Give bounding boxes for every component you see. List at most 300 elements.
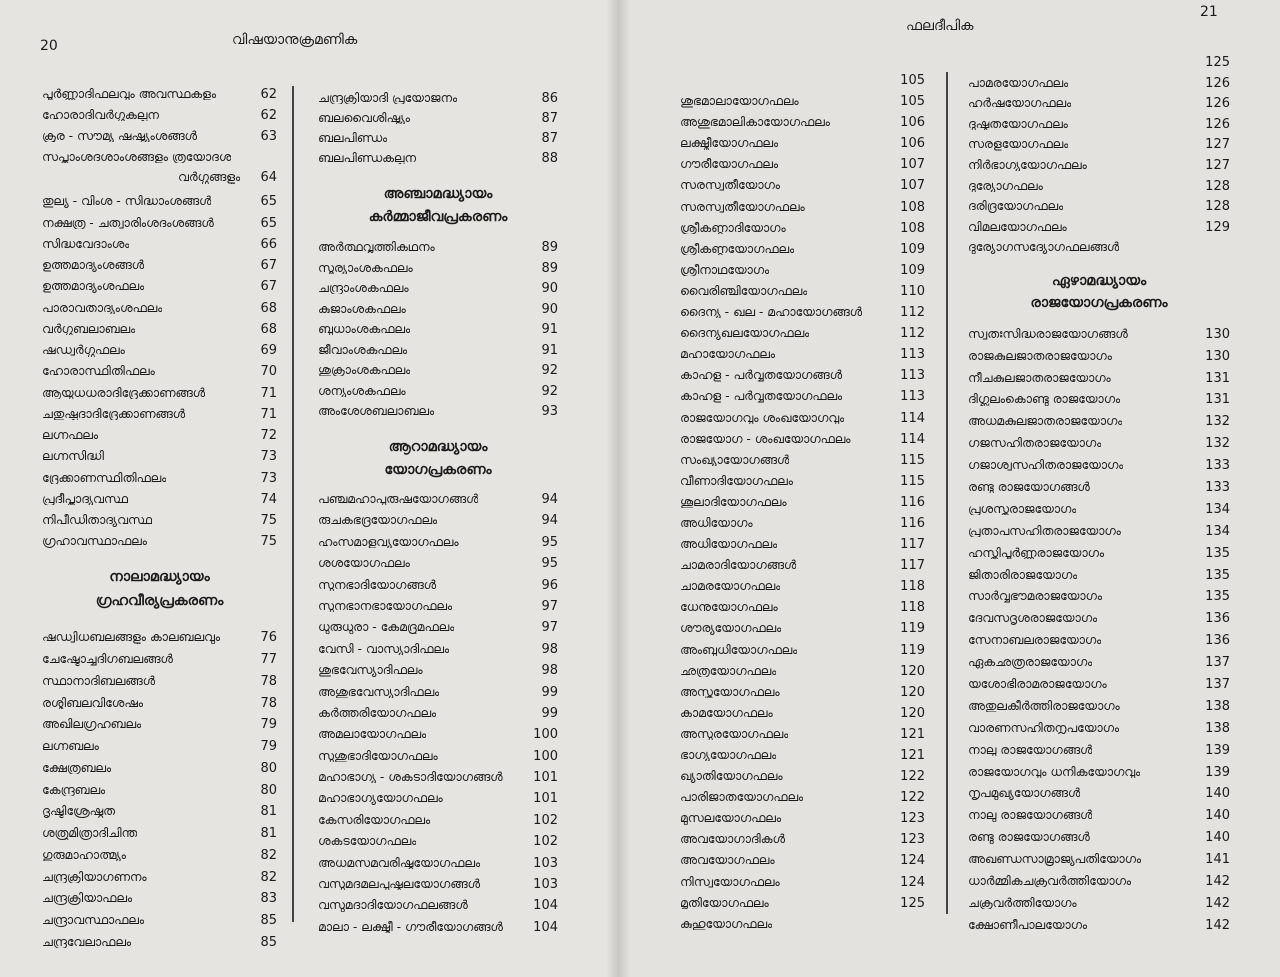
column-divider (946, 72, 948, 914)
toc-entry-title: സപ്താംശദശാംശങ്ങളും ത്രയോദശ (42, 151, 232, 164)
toc-entry-title: മാലാ - ലക്ഷ്മീ - ഗൗരീയോഗങ്ങൾ (318, 920, 503, 934)
toc-entry (42, 217, 277, 230)
toc-entry-page: 133 (1205, 479, 1230, 495)
toc-entry-page: 95 (541, 556, 558, 572)
toc-entry-page: 85 (260, 934, 277, 950)
chapter-title: നാലാമദ്ധ്യായം (109, 569, 210, 586)
toc-entry (968, 766, 1230, 779)
toc-entry (680, 665, 925, 678)
toc-entry (680, 854, 925, 867)
toc-entry-title: ഗുരുമാഹാത്മ്യം (42, 848, 126, 862)
toc-entry-page: 120 (900, 663, 925, 679)
toc-entry (318, 814, 558, 827)
toc-entry (680, 833, 925, 846)
toc-entry-page: 136 (1205, 633, 1230, 649)
toc-entry (680, 517, 925, 530)
toc-entry-title: ഹംസമാളവ്യയോഗഫലം (318, 535, 459, 549)
toc-entry (318, 493, 558, 506)
toc-entry-page: 88 (541, 151, 558, 166)
toc-entry-page: 128 (1205, 199, 1230, 215)
toc-entry-page: 106 (900, 115, 925, 131)
toc-entry-title: കുജാംശകഫലം (318, 302, 406, 315)
toc-entry-page: 115 (900, 473, 925, 489)
toc-entry (318, 262, 558, 275)
toc-entry-page: 93 (541, 404, 558, 419)
toc-entry-page: 73 (260, 449, 277, 465)
toc-entry-title: ദിഗ്ബലംകൊണ്ടു രാജയോഗം (968, 393, 1121, 406)
toc-entry-page: 103 (533, 855, 558, 871)
toc-entry (680, 707, 925, 720)
toc-entry-page: 78 (260, 673, 277, 689)
toc-entry-page: 138 (1205, 698, 1230, 714)
toc-entry-title: കേന്ദ്രബലം (42, 783, 106, 797)
toc-entry (318, 600, 558, 613)
toc-entry-title: അധിയോഗം (680, 516, 753, 530)
toc-entry (680, 412, 925, 425)
toc-entry-title: കാമയോഗഫലം (680, 706, 773, 720)
entry-list (318, 493, 558, 934)
toc-entry-title: മുസലയോഗഫലം (680, 812, 782, 825)
toc-entry (680, 622, 925, 635)
toc-entry-page: 80 (260, 782, 277, 798)
toc-entry (968, 787, 1230, 800)
toc-entry (318, 750, 558, 763)
toc-entry (318, 686, 558, 699)
running-header-left: വിഷയാനുക്രമണിക (232, 32, 358, 48)
toc-entry-page: 140 (1205, 786, 1230, 802)
toc-entry-title: ശകടയോഗഫലം (318, 835, 417, 848)
toc-entry-title: സംഖ്യായോഗങ്ങൾ (680, 453, 790, 467)
toc-entry (318, 792, 558, 805)
toc-entry-title: ദൈന്യഖലയോഗഫലം (680, 327, 810, 340)
toc-entry-title: ഖ്യാതിയോഗഫലം (680, 770, 783, 783)
toc-entry-page: 125 (1205, 55, 1230, 70)
toc-entry-title: അസുരയോഗഫലം (680, 727, 789, 741)
toc-entry-title: നീചകുലജാതരാജയോഗം (968, 371, 1111, 384)
toc-entry-title: ശൂലാദിയോഗഫലം (680, 495, 787, 509)
toc-entry (968, 118, 1230, 131)
toc-entry-page: 116 (900, 515, 925, 531)
toc-entry-title: രുചകഭദ്രയോഗഫലം (318, 514, 438, 527)
toc-entry (42, 365, 277, 378)
toc-entry-title: പ്രദീപ്താദ്യവസ്ഥ (42, 492, 128, 506)
toc-entry (680, 369, 925, 382)
toc-entry-page: 139 (1205, 742, 1230, 758)
toc-entry (42, 762, 277, 775)
toc-entry-title: നൃപമുഖ്യയോഗങ്ങൾ (968, 787, 1081, 800)
left-page (0, 0, 620, 977)
toc-entry-page: 118 (900, 600, 925, 616)
toc-entry-title: സുശുഭാദിയോഗഫലം (318, 749, 438, 763)
toc-entry (680, 728, 925, 741)
toc-entry-page: 121 (900, 748, 925, 763)
toc-entry-title: ശുഭമാലായോഗഫലം (680, 95, 799, 108)
toc-entry-page: 87 (541, 131, 558, 146)
toc-entry (680, 601, 925, 614)
toc-entry-page: 107 (900, 157, 925, 173)
toc-entry-title: ബലപിണ്ഡകല്പന (318, 152, 417, 165)
toc-entry-page: 109 (900, 241, 925, 257)
toc-entry (318, 92, 558, 105)
toc-entry (680, 179, 925, 192)
right-col-2 (968, 56, 1230, 932)
toc-entry-title: നാലു രാജയോഗങ്ങൾ (968, 743, 1093, 757)
toc-entry (318, 344, 558, 357)
toc-entry-page: 98 (541, 641, 558, 657)
toc-entry-title: ധുരുധുരാ - കേമദ്രുമഫലം (318, 621, 455, 634)
toc-entry-title: പാരാവതാദ്യംശഫലം (42, 301, 163, 315)
toc-entry (968, 744, 1230, 757)
toc-entry-page: 134 (1205, 523, 1230, 539)
toc-entry-title: ക്ഷോണീപാലയോഗം (968, 918, 1088, 932)
toc-entry-page: 82 (260, 869, 277, 885)
toc-entry (968, 56, 1230, 69)
toc-entry-title: അവയോഗാദികൾ (680, 833, 785, 846)
toc-entry-page: 140 (1205, 808, 1230, 824)
toc-entry (42, 827, 277, 840)
toc-entry-page: 62 (260, 108, 277, 123)
toc-entry-page: 104 (533, 898, 558, 914)
toc-entry (42, 892, 277, 905)
toc-entry-title: ദേവസദൃശരാജയോഗം (968, 612, 1098, 625)
chapter-subtitle: ഗ്രഹവീര്യപ്രകരണം (95, 592, 224, 609)
toc-entry-page: 130 (1205, 348, 1230, 364)
toc-entry-title: നാലു രാജയോഗങ്ങൾ (968, 809, 1093, 822)
toc-entry-title: സ്വതഃസിദ്ധരാജയോഗങ്ങൾ (968, 327, 1128, 341)
toc-entry (680, 475, 925, 488)
toc-entry (318, 557, 558, 570)
toc-entry-page: 132 (1205, 436, 1230, 452)
toc-entry-page: 102 (533, 834, 558, 850)
toc-entry (680, 749, 925, 762)
entry-list (968, 328, 1230, 932)
toc-entry-title: വീണാദിയോഗഫലം (680, 474, 793, 488)
toc-entry-title: സേനാബലരാജയോഗം (968, 634, 1102, 647)
toc-entry-page: 137 (1205, 655, 1230, 671)
toc-entry (968, 459, 1230, 472)
toc-entry-title: ലഗ്നഫലം (42, 429, 99, 442)
toc-entry (42, 109, 277, 122)
toc-entry-page: 81 (260, 804, 277, 820)
toc-entry-page: 117 (900, 537, 925, 553)
toc-entry-page: 67 (260, 258, 277, 274)
toc-entry (318, 643, 558, 656)
toc-entry (318, 385, 558, 398)
toc-entry-page: 97 (541, 620, 558, 636)
toc-entry-title: അതുലകീർത്തിരാജയോഗം (968, 699, 1120, 713)
toc-entry (680, 770, 925, 783)
toc-entry-title: ഷഡ്വർഗ്ഗഫലം (42, 344, 125, 357)
toc-entry (680, 496, 925, 509)
toc-entry-title: ശ്രീകണ്ഠാദിയോഗം (680, 221, 786, 235)
toc-entry (680, 264, 925, 277)
toc-entry (318, 536, 558, 549)
toc-entry (42, 429, 277, 442)
toc-entry-title: ദൃഷ്ടിശ്രേഷ്ഠത (42, 805, 115, 818)
toc-entry-title: ഉത്തമാദ്യംശഫലം (42, 280, 145, 293)
toc-entry-title: അംബുധിയോഗഫലം (680, 643, 798, 656)
toc-entry (968, 831, 1230, 844)
toc-entry (318, 771, 558, 784)
toc-entry-title: ജീവാംശകഫലം (318, 343, 408, 356)
toc-entry (318, 152, 558, 165)
toc-entry-title: ചന്ദ്രക്രിയാഗണനം (42, 870, 147, 884)
toc-entry-page: 137 (1205, 677, 1230, 692)
toc-entry-title: രശ്മിബലവിശേഷം (42, 696, 144, 710)
toc-entry-page: 96 (541, 577, 558, 593)
toc-entry-title: ഹോരാസ്ഥിതിഫലം (42, 365, 155, 378)
toc-entry (680, 454, 925, 467)
toc-entry-page: 135 (1205, 545, 1230, 561)
toc-entry-page: 95 (541, 534, 558, 550)
toc-entry-page: 71 (260, 385, 277, 401)
toc-entry (680, 876, 925, 889)
toc-entry-page: 116 (900, 494, 925, 510)
toc-entry-title: മഹായോഗഫലം (680, 348, 776, 361)
toc-entry-title: കാഹള - പർവ്വതയോഗഫലം (680, 390, 843, 403)
toc-entry-page: 103 (533, 877, 558, 893)
toc-entry-title: ചക്രവർത്തിയോഗം (968, 896, 1077, 910)
toc-entry-page: 113 (900, 389, 925, 405)
toc-entry (680, 95, 925, 108)
toc-entry-page: 68 (260, 300, 277, 316)
toc-entry (968, 722, 1230, 735)
toc-entry (42, 195, 277, 208)
toc-entry (680, 158, 925, 171)
toc-entry-title: ചന്ദ്രക്രിയാദി പ്രയോജനം (318, 92, 458, 105)
toc-entry-page: 101 (533, 770, 558, 786)
toc-entry (968, 919, 1230, 932)
toc-entry (968, 393, 1230, 406)
toc-entry-page: 123 (900, 811, 925, 827)
toc-entry (968, 612, 1230, 625)
toc-entry-title: സുനഭാദിയോഗങ്ങൾ (318, 578, 437, 591)
toc-entry-page: 126 (1205, 75, 1230, 91)
entry-list (968, 56, 1230, 254)
toc-entry (968, 590, 1230, 603)
toc-entry (42, 535, 277, 548)
toc-entry-page: 139 (1205, 764, 1230, 780)
toc-entry (680, 433, 925, 446)
toc-entry-title: ധാർമ്മികചക്രവർത്തിയോഗം (968, 875, 1132, 888)
toc-entry-title: നിപീഡിതാദ്യവസ്ഥ (42, 514, 152, 527)
toc-entry (42, 387, 277, 400)
toc-entry (680, 348, 925, 361)
toc-entry-page: 112 (900, 305, 925, 321)
toc-entry (42, 344, 277, 357)
toc-entry (318, 878, 558, 891)
toc-entry-title: ധേനുയോഗഫലം (680, 601, 778, 614)
toc-entry-page: 85 (260, 913, 277, 929)
toc-entry-title: അശുഭവേസ്യാദിഫലം (318, 685, 440, 698)
toc-entry-title: ലഗ്നസിദ്ധി (42, 450, 104, 463)
chapter-subtitle: കർമ്മാജീവപ്രകരണം (368, 208, 508, 225)
toc-entry-title: ചന്ദ്രക്രിയാഫലം (42, 892, 133, 905)
toc-entry-page: 79 (260, 739, 277, 755)
toc-entry (968, 221, 1230, 234)
toc-entry (680, 137, 925, 150)
toc-entry-page: 99 (541, 684, 558, 700)
toc-entry-page: 131 (1205, 370, 1230, 386)
toc-entry-page: 114 (900, 410, 925, 426)
toc-entry-title: നിസ്വയോഗഫലം (680, 875, 780, 888)
toc-entry-page: 75 (260, 534, 277, 550)
toc-entry-title: ബലപിണ്ഡം (318, 132, 388, 145)
toc-entry-page: 89 (541, 260, 558, 276)
toc-entry (318, 579, 558, 592)
toc-entry-page: 100 (533, 727, 558, 743)
toc-entry (318, 835, 558, 848)
toc-entry-page: 83 (260, 891, 277, 907)
toc-entry-page: 127 (1205, 137, 1230, 153)
toc-entry (318, 857, 558, 870)
toc-entry-page: 124 (900, 874, 925, 890)
toc-entry (680, 327, 925, 340)
toc-entry (318, 241, 558, 254)
toc-entry-title: മഹാഭാഗ്യ - ശകടാദിയോഗങ്ങൾ (318, 771, 503, 784)
toc-entry (968, 328, 1230, 341)
toc-entry-title: ദൈന്യ - ഖല - മഹായോഗങ്ങൾ (680, 306, 863, 319)
toc-entry-title: സ്ഥാനാദിബലങ്ങൾ (42, 674, 156, 688)
toc-entry-page: 126 (1205, 96, 1230, 112)
toc-entry (42, 849, 277, 862)
toc-entry-title: വർഗ്ഗബലാബലം (42, 322, 136, 336)
toc-entry-page: 129 (1205, 219, 1230, 235)
toc-entry-title: പൂർണ്ണാദിഫലവും അവസ്ഥകളും (42, 88, 217, 101)
toc-entry-page: 101 (533, 791, 558, 807)
entry-list (42, 631, 277, 949)
entry-list (318, 241, 558, 418)
toc-entry (42, 493, 277, 506)
toc-entry-title: പഞ്ചമഹാപുരുഷയോഗങ്ങൾ (318, 493, 479, 506)
toc-entry-page: 131 (1205, 392, 1230, 408)
toc-entry (968, 159, 1230, 172)
toc-entry-title: ഭാഗ്യയോഗഫലം (680, 749, 777, 762)
toc-entry-page: 142 (1205, 874, 1230, 890)
toc-entry (680, 201, 925, 214)
toc-entry-page: 91 (541, 342, 558, 358)
toc-entry-title: ചേഷ്ടോച്ചദിഗബലങ്ങൾ (42, 653, 173, 666)
toc-entry (42, 171, 277, 184)
toc-entry (42, 514, 277, 527)
toc-entry-title: സൂര്യാംശകഫലം (318, 261, 413, 274)
toc-entry-title: സിദ്ധവേദാംശം (42, 237, 130, 251)
toc-entry-title: ഹോരാദിവർഗ്ഗകല്പന (42, 109, 159, 122)
entry-list (680, 74, 925, 930)
toc-entry (968, 200, 1230, 213)
toc-entry (968, 700, 1230, 713)
page-number-left: 20 (40, 38, 58, 54)
toc-entry (42, 302, 277, 315)
toc-entry-title: ദുര്യോഗഫലം (968, 179, 1043, 192)
left-col-1 (42, 88, 277, 949)
toc-entry-page: 92 (541, 363, 558, 378)
toc-entry (42, 130, 277, 143)
toc-entry-title: അശുഭമാലികായോഗഫലം (680, 116, 830, 129)
toc-entry-page: 122 (900, 790, 925, 806)
entry-list (42, 195, 277, 548)
toc-entry-page: 121 (900, 726, 925, 742)
toc-entry (968, 138, 1230, 151)
toc-entry-page: 124 (900, 853, 925, 869)
toc-entry-title: മൃതിയോഗഫലം (680, 896, 769, 910)
toc-entry-title: സരസ്വതീയോഗം (680, 179, 780, 192)
running-header-right: ഫലദീപിക (906, 18, 974, 34)
entry-list (318, 92, 558, 165)
toc-entry (42, 472, 277, 485)
toc-entry-title: കാഹള - പർവ്വതയോഗങ്ങൾ (680, 369, 843, 382)
toc-entry-page: 87 (541, 111, 558, 126)
toc-entry (680, 686, 925, 699)
toc-entry (318, 405, 558, 418)
toc-entry (968, 503, 1230, 516)
toc-entry-title: വേസി - വാസ്യാദിഫലം (318, 642, 450, 656)
toc-entry (42, 914, 277, 927)
toc-entry (318, 282, 558, 295)
toc-entry-page: 107 (900, 178, 925, 194)
toc-entry-page: 106 (900, 136, 925, 152)
toc-entry-title: ദുഷ്കൃതയോഗഫലം (968, 117, 1068, 131)
toc-entry-title: ബുധാംശകഫലം (318, 323, 411, 336)
toc-entry-title: വസുമദമലപുഷ്കലയോഗങ്ങൾ (318, 878, 480, 891)
toc-entry-page: 86 (541, 91, 558, 106)
toc-entry-title: അഖിലഗ്രഹബലം (42, 718, 142, 731)
toc-entry-page: 117 (900, 558, 925, 574)
toc-entry-page: 115 (900, 452, 925, 468)
toc-entry-title: ചാമരയോഗഫലം (680, 580, 781, 593)
toc-entry (968, 569, 1230, 582)
toc-entry-page: 99 (541, 705, 558, 721)
toc-entry-title: ചതുഷ്പദാദിദ്രേക്കാണങ്ങൾ (42, 407, 186, 421)
toc-entry-page: 67 (260, 279, 277, 295)
toc-entry (968, 809, 1230, 822)
toc-entry-page: 77 (260, 652, 277, 668)
toc-entry (680, 791, 925, 804)
toc-entry-title: ഉത്തമാദ്യംശങ്ങൾ (42, 259, 145, 272)
toc-entry-title: അധമകുലജാതരാജയോഗം (968, 415, 1123, 428)
toc-entry-page: 135 (1205, 589, 1230, 605)
toc-entry (42, 784, 277, 797)
toc-entry-title: അധമസമവരിഷ്ഠയോഗഫലം (318, 856, 481, 870)
toc-entry-page: 108 (900, 199, 925, 215)
toc-entry-page: 64 (260, 170, 277, 186)
toc-entry-page: 76 (260, 630, 277, 646)
toc-entry-title: സുനഭാനഭായോഗഫലം (318, 599, 453, 613)
toc-entry-title: ശന്യംശകഫലം (318, 384, 406, 397)
toc-entry-title: ശുഭവേസ്യാദിഫലം (318, 664, 423, 677)
toc-entry-title: ഏകഛത്രരാജയോഗം (968, 656, 1093, 669)
toc-entry-page: 125 (900, 895, 925, 911)
toc-entry-title: ലക്ഷ്മീയോഗഫലം (680, 137, 779, 150)
toc-entry-page: 130 (1205, 326, 1230, 342)
toc-entry (42, 631, 277, 644)
toc-entry (318, 921, 558, 934)
toc-entry-page: 122 (900, 769, 925, 785)
toc-entry (968, 415, 1230, 428)
toc-entry-title: വിമലയോഗഫലം (968, 220, 1067, 234)
toc-entry-page: 104 (533, 919, 558, 935)
toc-entry (42, 653, 277, 666)
toc-entry-title: കേസരിയോഗഫലം (318, 813, 431, 827)
toc-entry-page: 72 (260, 428, 277, 444)
toc-entry-page: 92 (541, 383, 558, 399)
toc-entry-page: 138 (1205, 720, 1230, 736)
chapter-title: ആറാമദ്ധ്യായം (388, 439, 488, 455)
toc-entry-page: 80 (260, 760, 277, 776)
toc-entry (680, 222, 925, 235)
toc-entry (680, 390, 925, 403)
toc-entry-title: പാമരയോഗഫലം (968, 76, 1069, 89)
